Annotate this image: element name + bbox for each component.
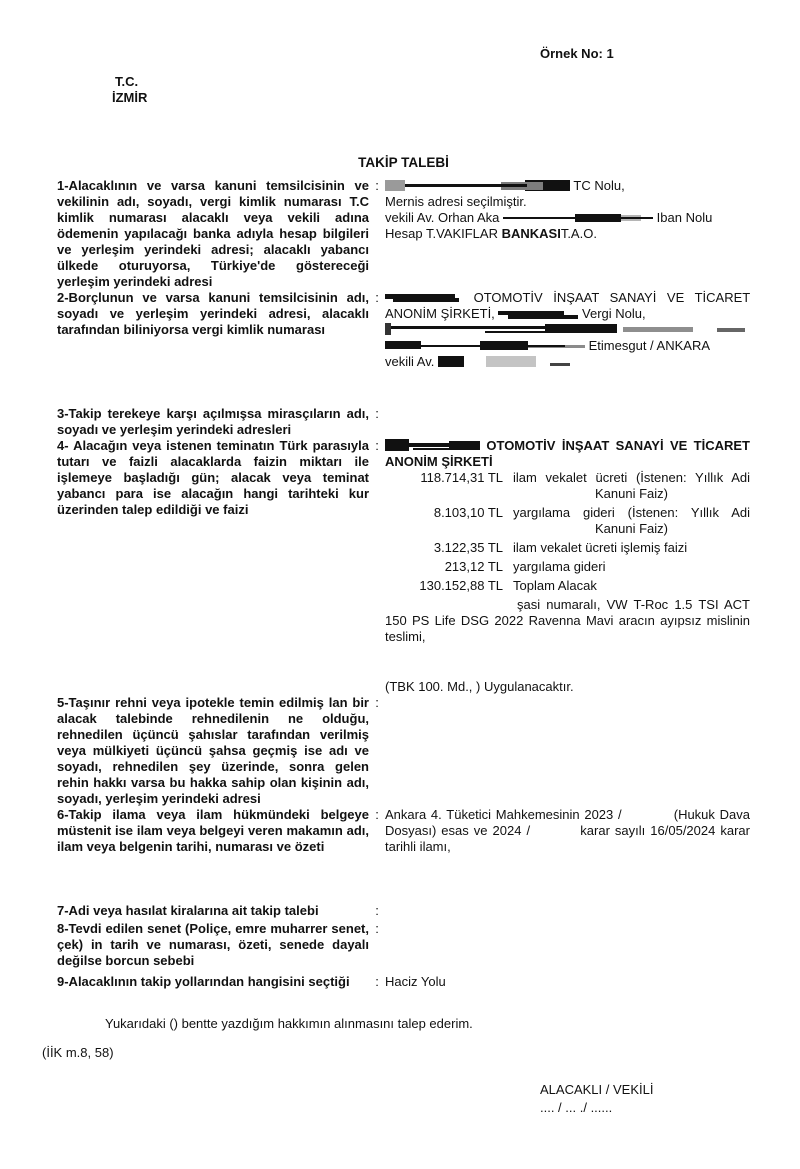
redaction-bar <box>438 355 464 368</box>
section-1-creditor <box>57 178 750 290</box>
redaction-bar <box>385 323 745 336</box>
claim-amount-row <box>385 470 750 502</box>
section-1-label: 1-Alacaklının ve varsa kanuni temsilcisinin ve vekilinin adı, soyadı, vergi kimlik numarası T.C kimlik numarası alacaklı veya vekili adına ödemenin yapılacağı banka adıyla hesap bilgileri ve yerleşim yerindeki adresi; alacaklı yabancı ülkede oturuyorsa, Türkiye'de göstereceği yerleşim yerindeki adresi <box>57 178 369 289</box>
mernis-line: Mernis adresi seçilmiştir. <box>385 194 527 209</box>
colon-separator: : <box>375 903 379 918</box>
debtor-city: Etimesgut / ANKARA <box>588 338 711 353</box>
colon-separator: : <box>375 921 379 936</box>
redaction-bar <box>385 439 480 452</box>
signature-date-placeholder: .... / ... ./ ...... <box>540 1100 613 1115</box>
section-2-label: 2-Borçlunun ve varsa kanuni temsilcisinin adı, soyadı ve yerleşim yerindeki adresi, alacaklı tarafından biliniyorsa vergi kimlik numarası <box>57 290 369 337</box>
claim-company-line: OTOMOTİV İNŞAAT SANAYİ VE TİCARET ANONİM ŞİRKETİ <box>385 438 750 469</box>
section-2-debtor <box>57 290 750 370</box>
section-6-judgment <box>57 807 750 855</box>
claim-amount-desc: yargılama gideri (İstenen: Yıllık Adi Kanuni Faiz) <box>513 505 750 536</box>
header-city: İZMİR <box>112 90 148 105</box>
claim-amount-desc: ilam vekalet ücreti işlemiş faizi <box>513 540 688 555</box>
creditor-id-line <box>385 178 750 194</box>
claim-amount: 118.714,31 TL <box>420 470 503 485</box>
form-sample-number: Örnek No: 1 <box>540 46 614 61</box>
debtor-attorney-line: vekili Av. <box>385 354 750 370</box>
section-9-value: Haciz Yolu <box>385 974 446 989</box>
claim-company-name: OTOMOTİV İNŞAAT SANAYİ VE TİCARET <box>486 438 750 453</box>
signature-title: ALACAKLI / VEKİLİ <box>540 1082 654 1097</box>
colon-separator: : <box>375 438 379 453</box>
header-tc: T.C. <box>115 74 139 89</box>
tbk-note: (TBK 100. Md., ) Uygulanacaktır. <box>385 679 574 694</box>
claim-total-label: Toplam Alacak <box>513 578 597 593</box>
redaction-bar <box>550 355 570 368</box>
section-5-label: 5-Taşınır rehni veya ipotekle temin edilmiş lan bir alacak talebinde rehnedilenin ne olduğu, rehnedilen üçüncü şahıslar tarafından verilmiş veya mülkiyeti üçüncü şahsa geçmiş ise adı ve soyadı, rehnedilen şey üzerinde, sonra gelen rehin hakkı varsa bu hakka sahip olan kişinin adı, soyadı, yerleşim yerindeki adresi <box>57 695 369 806</box>
colon-separator: : <box>375 807 379 822</box>
section-7-rent <box>57 903 750 919</box>
section-1-value <box>385 178 750 290</box>
claim-amount: 213,12 TL <box>444 559 503 574</box>
claim-total-row <box>385 578 750 594</box>
law-reference: (İİK m.8, 58) <box>42 1045 114 1060</box>
section-8-negotiable-instrument <box>57 921 750 969</box>
claim-amount: 3.122,35 TL <box>433 540 503 555</box>
section-5-pledge <box>57 695 750 807</box>
redaction-bar <box>498 307 578 320</box>
section-4-label: 4- Alacağın veya istenen teminatın Türk parasıyla tutarı ve faizli alacaklarda faizin miktarı ile işlemeye başladığı gün; alacak veya teminat yabancı para ise alacağın hangi tarihteki kur üzerinden talep edildiği ve faizi <box>57 438 369 517</box>
vehicle-description: şasi numaralı, VW T-Roc 1.5 TSI ACT 150 PS Life DSG 2022 Ravenna Mavi aracın ayıpsız mislinin teslimi, <box>385 597 750 644</box>
attorney-iban-line <box>385 210 750 226</box>
colon-separator: : <box>375 290 379 305</box>
bank-name-bold: BANKASI <box>501 226 561 241</box>
redaction-bar <box>503 211 653 224</box>
colon-separator: : <box>375 406 379 421</box>
section-2-value <box>385 290 750 370</box>
colon-separator: : <box>375 178 379 193</box>
claim-amount-desc: ilam vekalet ücreti (İstenen: Yıllık Adi Kanuni Faiz) <box>513 470 750 501</box>
attorney-name: vekili Av. Orhan Aka <box>385 210 500 225</box>
section-7-value <box>385 903 750 919</box>
section-9-label: 9-Alacaklının takip yollarından hangisini seçtiği <box>57 974 350 989</box>
section-3-label: 3-Takip terekeye karşı açılmışsa mirasçıların adı, soyadı ve yerleşim yerindeki adresleri <box>57 406 369 437</box>
redaction-bar <box>385 339 585 352</box>
section-3-value <box>385 406 750 438</box>
colon-separator: : <box>375 695 379 710</box>
redaction-bar <box>385 291 463 304</box>
claim-total-amount: 130.152,88 TL <box>419 578 503 593</box>
debtor-address-city-line <box>385 338 750 354</box>
claim-amount: 8.103,10 TL <box>433 505 503 520</box>
colon-separator: : <box>375 974 379 989</box>
tax-no-label: Vergi Nolu, <box>582 306 646 321</box>
court-judgment-text: Ankara 4. Tüketici Mahkemesinin 2023 / (Hukuk Dava Dosyası) esas ve 2024 / karar sayılı 16/05/2024 karar tarihli ilamı, <box>385 807 750 854</box>
section-6-label: 6-Takip ilama veya ilam hükmündeki belgeye müstenit ise ilam veya belgeyi veren makamın adı, ilam veya belgenin tarihi, numarası ve özeti <box>57 807 369 854</box>
request-statement: Yukarıdaki () bentte yazdığım hakkımın alınmasını talep ederim. <box>105 1016 473 1031</box>
iban-no-label: Iban Nolu <box>656 210 713 225</box>
claim-amount-desc: yargılama gideri <box>513 559 606 574</box>
section-4-value <box>385 438 750 695</box>
section-8-value <box>385 921 750 969</box>
document-title: TAKİP TALEBİ <box>358 155 449 170</box>
section-3-heirs <box>57 406 750 438</box>
redaction-bar <box>385 179 570 192</box>
debtor-company-name: OTOMOTİV İNŞAAT SANAYİ VE TİCARET <box>473 290 750 305</box>
section-6-value <box>385 807 750 855</box>
tc-no-label: TC Nolu, <box>573 178 625 193</box>
claim-amount-row <box>385 540 750 556</box>
section-7-label: 7-Adi veya hasılat kiralarına ait takip talebi <box>57 903 319 918</box>
section-5-value <box>385 695 750 807</box>
section-8-label: 8-Tevdi edilen senet (Poliçe, emre muharrer senet, çek) in tarih ve numarası, özeti, senede dayalı değilse borcun sebebi <box>57 921 369 968</box>
claim-amount-row <box>385 505 750 537</box>
claim-amount-row <box>385 559 750 575</box>
debtor-company-line: OTOMOTİV İNŞAAT SANAYİ VE TİCARET ANONİM ŞİRKETİ, Vergi Nolu, <box>385 290 750 321</box>
debtor-address-redacted-line <box>385 322 750 338</box>
section-9-enforcement-method <box>57 974 750 990</box>
redaction-bar <box>486 355 536 368</box>
bank-account-line: Hesap T.VAKIFLAR BANKASIT.A.O. <box>385 226 597 241</box>
section-4-claim <box>57 438 750 695</box>
signature-block <box>57 1081 750 1117</box>
